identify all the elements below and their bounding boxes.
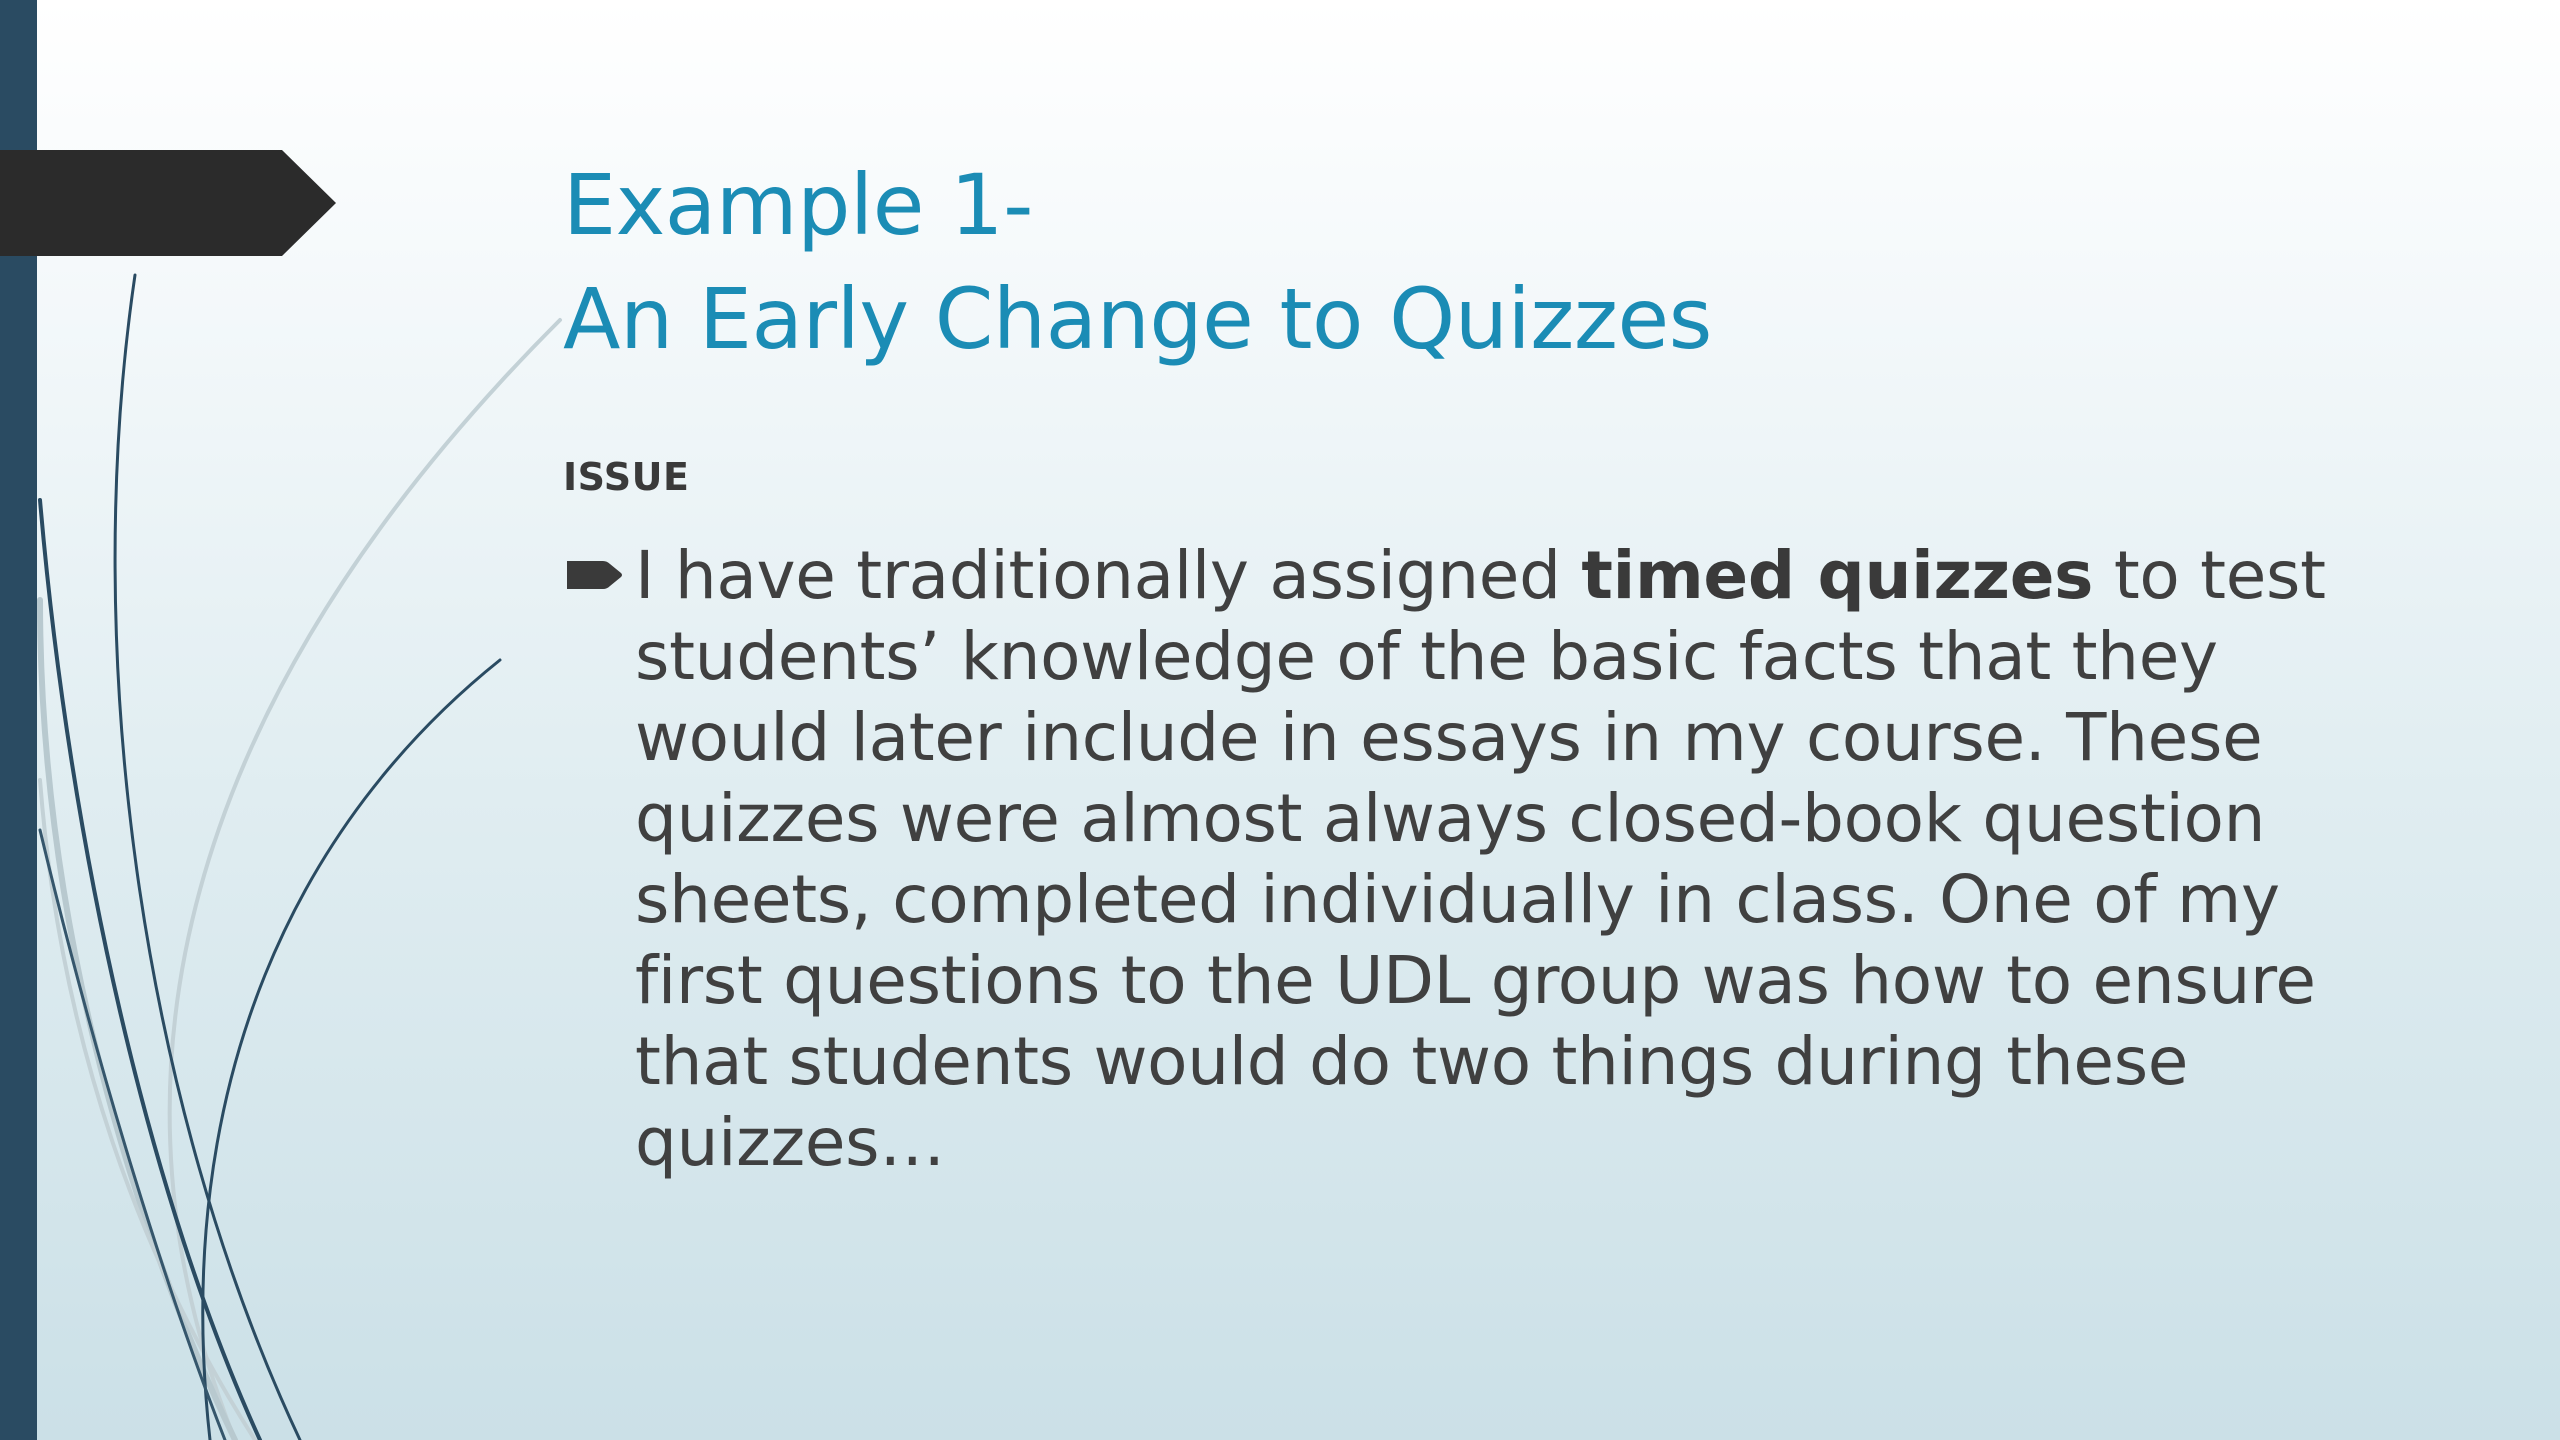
bullet-text-before: I have traditionally assigned: [635, 537, 1582, 614]
decor-curve-dark-2: [40, 500, 260, 1440]
title-line-2: An Early Change to Quizzes: [563, 270, 1712, 368]
decor-curve-dark-3: [203, 660, 500, 1440]
bullet-text: [635, 535, 2423, 1183]
bullet-emphasis: timed quizzes: [1581, 537, 2094, 614]
bullet-item: [563, 535, 2423, 1183]
decor-curve-light-1: [170, 320, 560, 1440]
section-heading: ISSUE: [563, 455, 690, 499]
arrow-bullet-icon: [567, 557, 623, 593]
slide-title: [563, 148, 2363, 376]
decor-curve-light-2: [40, 600, 235, 1440]
bullet-text-after: to test students’ knowledge of the basic facts that they would later include in essays in my course. These quizzes were almost always closed-book question sheets, completed individually in class. One of my first questions to the UDL group was how to ensure that students would do two things during these quizzes…: [635, 537, 2326, 1181]
slide-content: [563, 535, 2423, 1183]
title-line-1: Example 1-: [563, 156, 1033, 254]
title-tab-shape: [0, 150, 336, 256]
